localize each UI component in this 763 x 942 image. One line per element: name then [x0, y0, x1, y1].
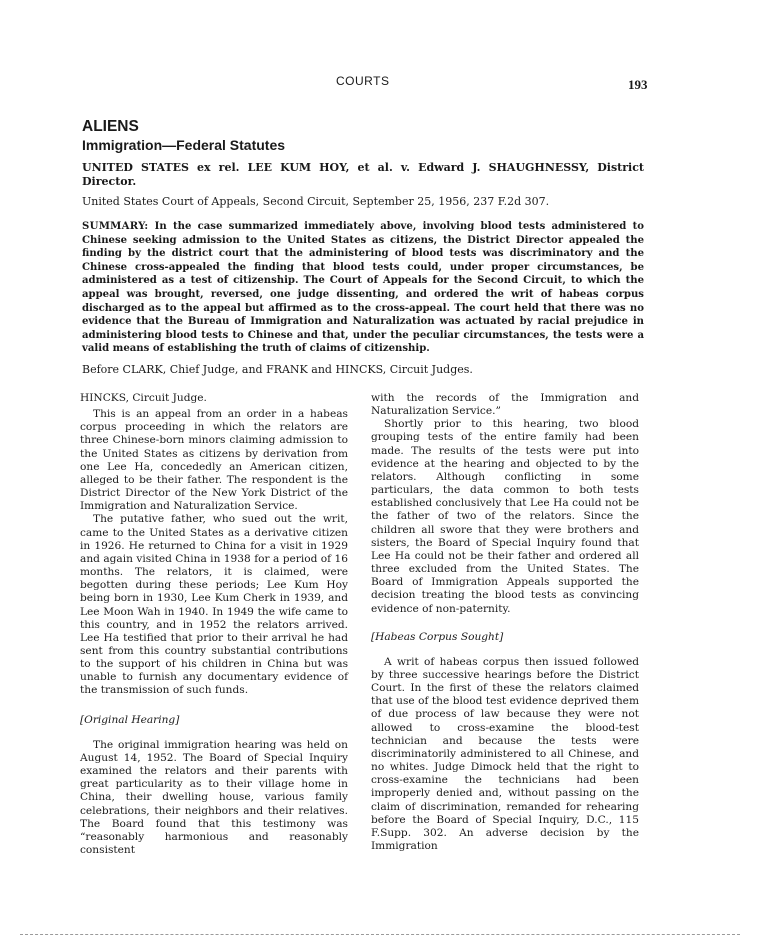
summary-text: In the case summarized immediately above, involving blood tests administered to Chinese seeking admission to the United States as citizens, the District Director appealed the finding by the district court that the administering of blood tests was discriminatory and the Chinese cross-appealed the finding that blood tests could, under proper circumstances, be administered as a test of citizenship. The Court of Appeals for the Second Circuit, to which the appeal was brought, reversed, one judge dissenting, and ordered the writ of habeas corpus discharged as to the appeal but affirmed as to the cross-appeal. The court held that there was no evidence that the Bureau of Immigration and Naturalization was actuated by racial prejudice in administering blood tests to Chinese and that, under the peculiar circumstances, the tests were a valid means of establishing the truth of claims of citizenship. [82, 221, 644, 355]
section-title: ALIENS [82, 118, 139, 135]
opinion-paragraph: Shortly prior to this hearing, two blood grouping tests of the entire family had been made. The results of the tests were put into evidence at the hearing and objected to by the relators. Although conflicting in some particulars, the data common to both tests established conclusively that Lee Ha could not be the father of two of the relators. Since the children all swore that they were brothers and sisters, the Board of Special Inquiry found that Lee Ha could not be their father and ordered all three excluded from the United States. The Board of Immigration Appeals supported the decision treating the blood tests as convincing evidence of non-paternity. [371, 418, 639, 615]
case-caption: UNITED STATES ex rel. LEE KUM HOY, et al. v. Edward J. SHAUGHNESSY, District Director. [82, 161, 644, 188]
section-subtitle: Immigration—Federal Statutes [82, 137, 286, 153]
opinion-judge: HINCKS, Circuit Judge. [80, 392, 207, 404]
opinion-left-column [80, 392, 348, 857]
opinion-paragraph: This is an appeal from an order in a habeas corpus proceeding in which the relators are three Chinese-born minors claiming admission to the United States as citizens by derivation from one Lee Ha, concededly an American citizen, alleged to be their father. The respondent is the District Director of the New York District of the Immigration and Naturalization Service. [80, 408, 348, 513]
opinion-paragraph: A writ of habeas corpus then issued followed by three successive hearings before the District Court. In the first of these the relators claimed that use of the blood test evidence deprived them of due process of law because they were not allowed to cross-examine the blood-test technician and because the tests were discriminatorily administered to all Chinese, and no whites. Judge Dimock held that the right to cross-examine the technicians had been improperly denied and, without passing on the claim of discrimination, remanded for rehearing before the Board of Special Inquiry, D.C., 115 F.Supp. 302. An adverse decision by the Immigration [371, 655, 639, 852]
opinion-paragraph: The putative father, who sued out the writ, came to the United States as a derivative citizen in 1926. He returned to China for a visit in 1929 and again visited China in 1938 for a period of 16 months. The relators, it is claimed, were begotten during these periods; Lee Kum Hoy being born in 1930, Lee Kum Cherk in 1939, and Lee Moon Wah in 1940. In 1949 the wife came to this country, and in 1952 the relators arrived. Lee Ha testified that prior to their arrival he had sent from this country substantial contributions to the support of his children in China but was unable to furnish any documentary evidence of the transmission of such funds. [80, 513, 348, 697]
subheading-habeas-corpus-sought: [Habeas Corpus Sought] [371, 630, 504, 643]
footer-rule [20, 934, 740, 935]
opinion-paragraph: with the records of the Immigration and Naturalization Service.” [371, 392, 639, 418]
bench-line: Before CLARK, Chief Judge, and FRANK and HINCKS, Circuit Judges. [82, 363, 473, 376]
running-head: COURTS [336, 74, 390, 88]
case-citation: United States Court of Appeals, Second Circuit, September 25, 1956, 237 F.2d 307. [82, 195, 550, 208]
subheading-original-hearing: [Original Hearing] [80, 713, 180, 726]
summary-label: SUMMARY: [82, 221, 149, 232]
case-summary [82, 220, 644, 356]
opinion-paragraph: The original immigration hearing was held on August 14, 1952. The Board of Special Inquiry examined the relators and their parents with great particularity as to their village home in China, their dwelling house, various family celebrations, their neighbors and their relatives. The Board found that this testimony was “reasonably harmonious and reasonably consistent [80, 738, 348, 856]
page-number: 193 [628, 77, 648, 92]
opinion-right-column [371, 392, 639, 853]
